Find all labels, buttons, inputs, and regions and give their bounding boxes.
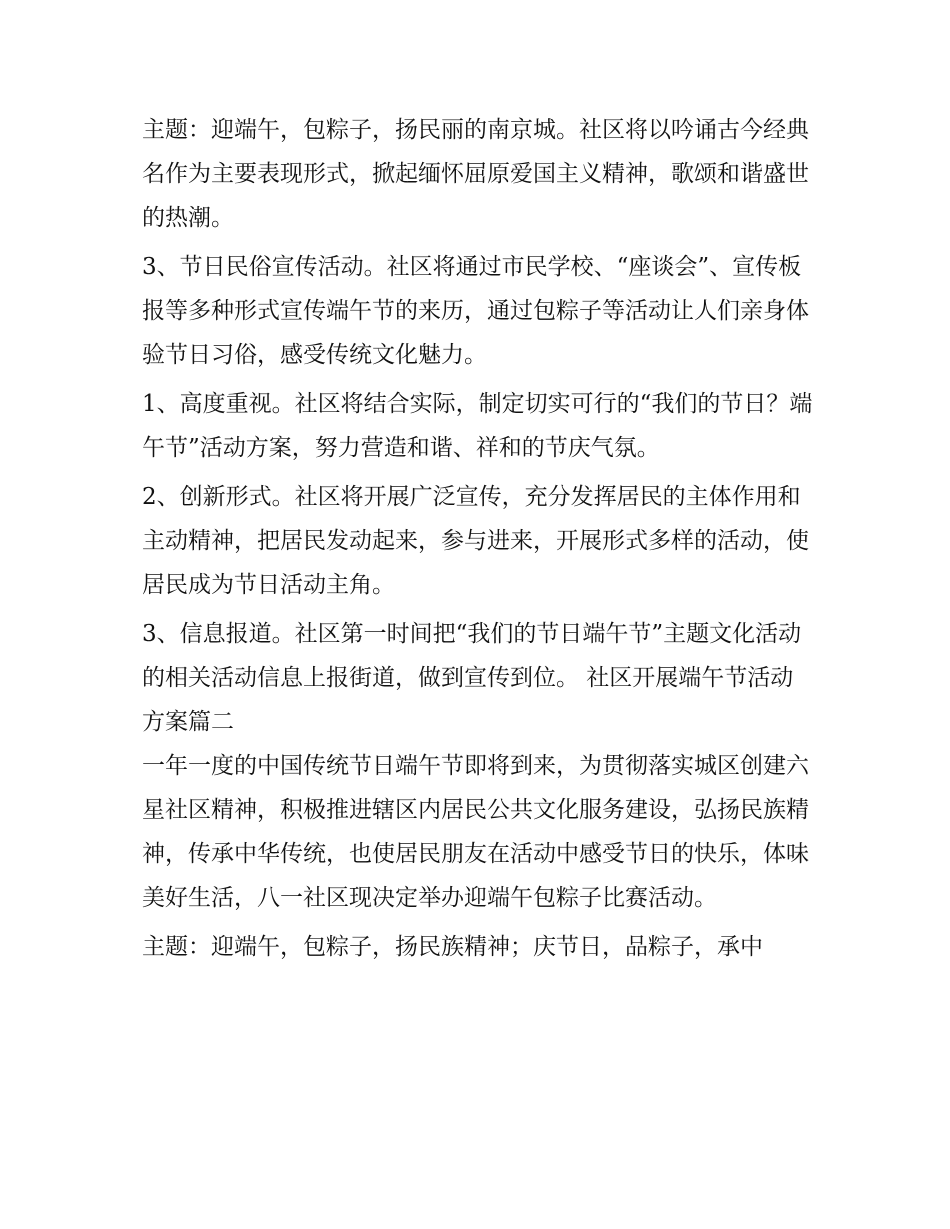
- paragraph-intro-plan-two: 一年一度的中国传统节日端午节即将到来，为贯彻落实城区创建六星社区精神，积极推进辖区内居民公共文化服务建设，弘扬民族精神，传承中华传统，也使居民朋友在活动中感受节日的快乐，体味美好生活，八一社区现决定举办迎端午包粽子比赛活动。: [142, 753, 809, 911]
- paragraph-theme: 主题：迎端午，包粽子，扬民丽的南京城。社区将以吟诵古今经典名作为主要表现形式，掀起缅怀屈原爱国主义精神，歌颂和谐盛世的热潮。: [142, 117, 809, 231]
- document-body: [142, 108, 816, 974]
- paragraph-innovation: 2、创新形式。社区将开展广泛宣传，充分发挥居民的主体作用和主动精神，把居民发动起来，参与进来，开展形式多样的活动，使居民成为节日活动主角。: [142, 484, 809, 598]
- paragraph-attention: 1、高度重视。社区将结合实际，制定切实可行的“我们的节日？端午节”活动方案，努力营造和谐、祥和的节庆气氛。: [142, 391, 813, 461]
- paragraph-theme-two: 主题：迎端午，包粽子，扬民族精神；庆节日，品粽子，承中: [142, 934, 763, 960]
- paragraph-reporting: 3、信息报道。社区第一时间把“我们的节日端午节”主题文化活动的相关活动信息上报街道，做到宣传到位。 社区开展端午节活动方案篇二: [142, 621, 802, 735]
- paragraph-folk-promotion: 3、节日民俗宣传活动。社区将通过市民学校、“座谈会”、宣传板报等多种形式宣传端午节的来历，通过包粽子等活动让人们亲身体验节日习俗，感受传统文化魅力。: [142, 254, 809, 368]
